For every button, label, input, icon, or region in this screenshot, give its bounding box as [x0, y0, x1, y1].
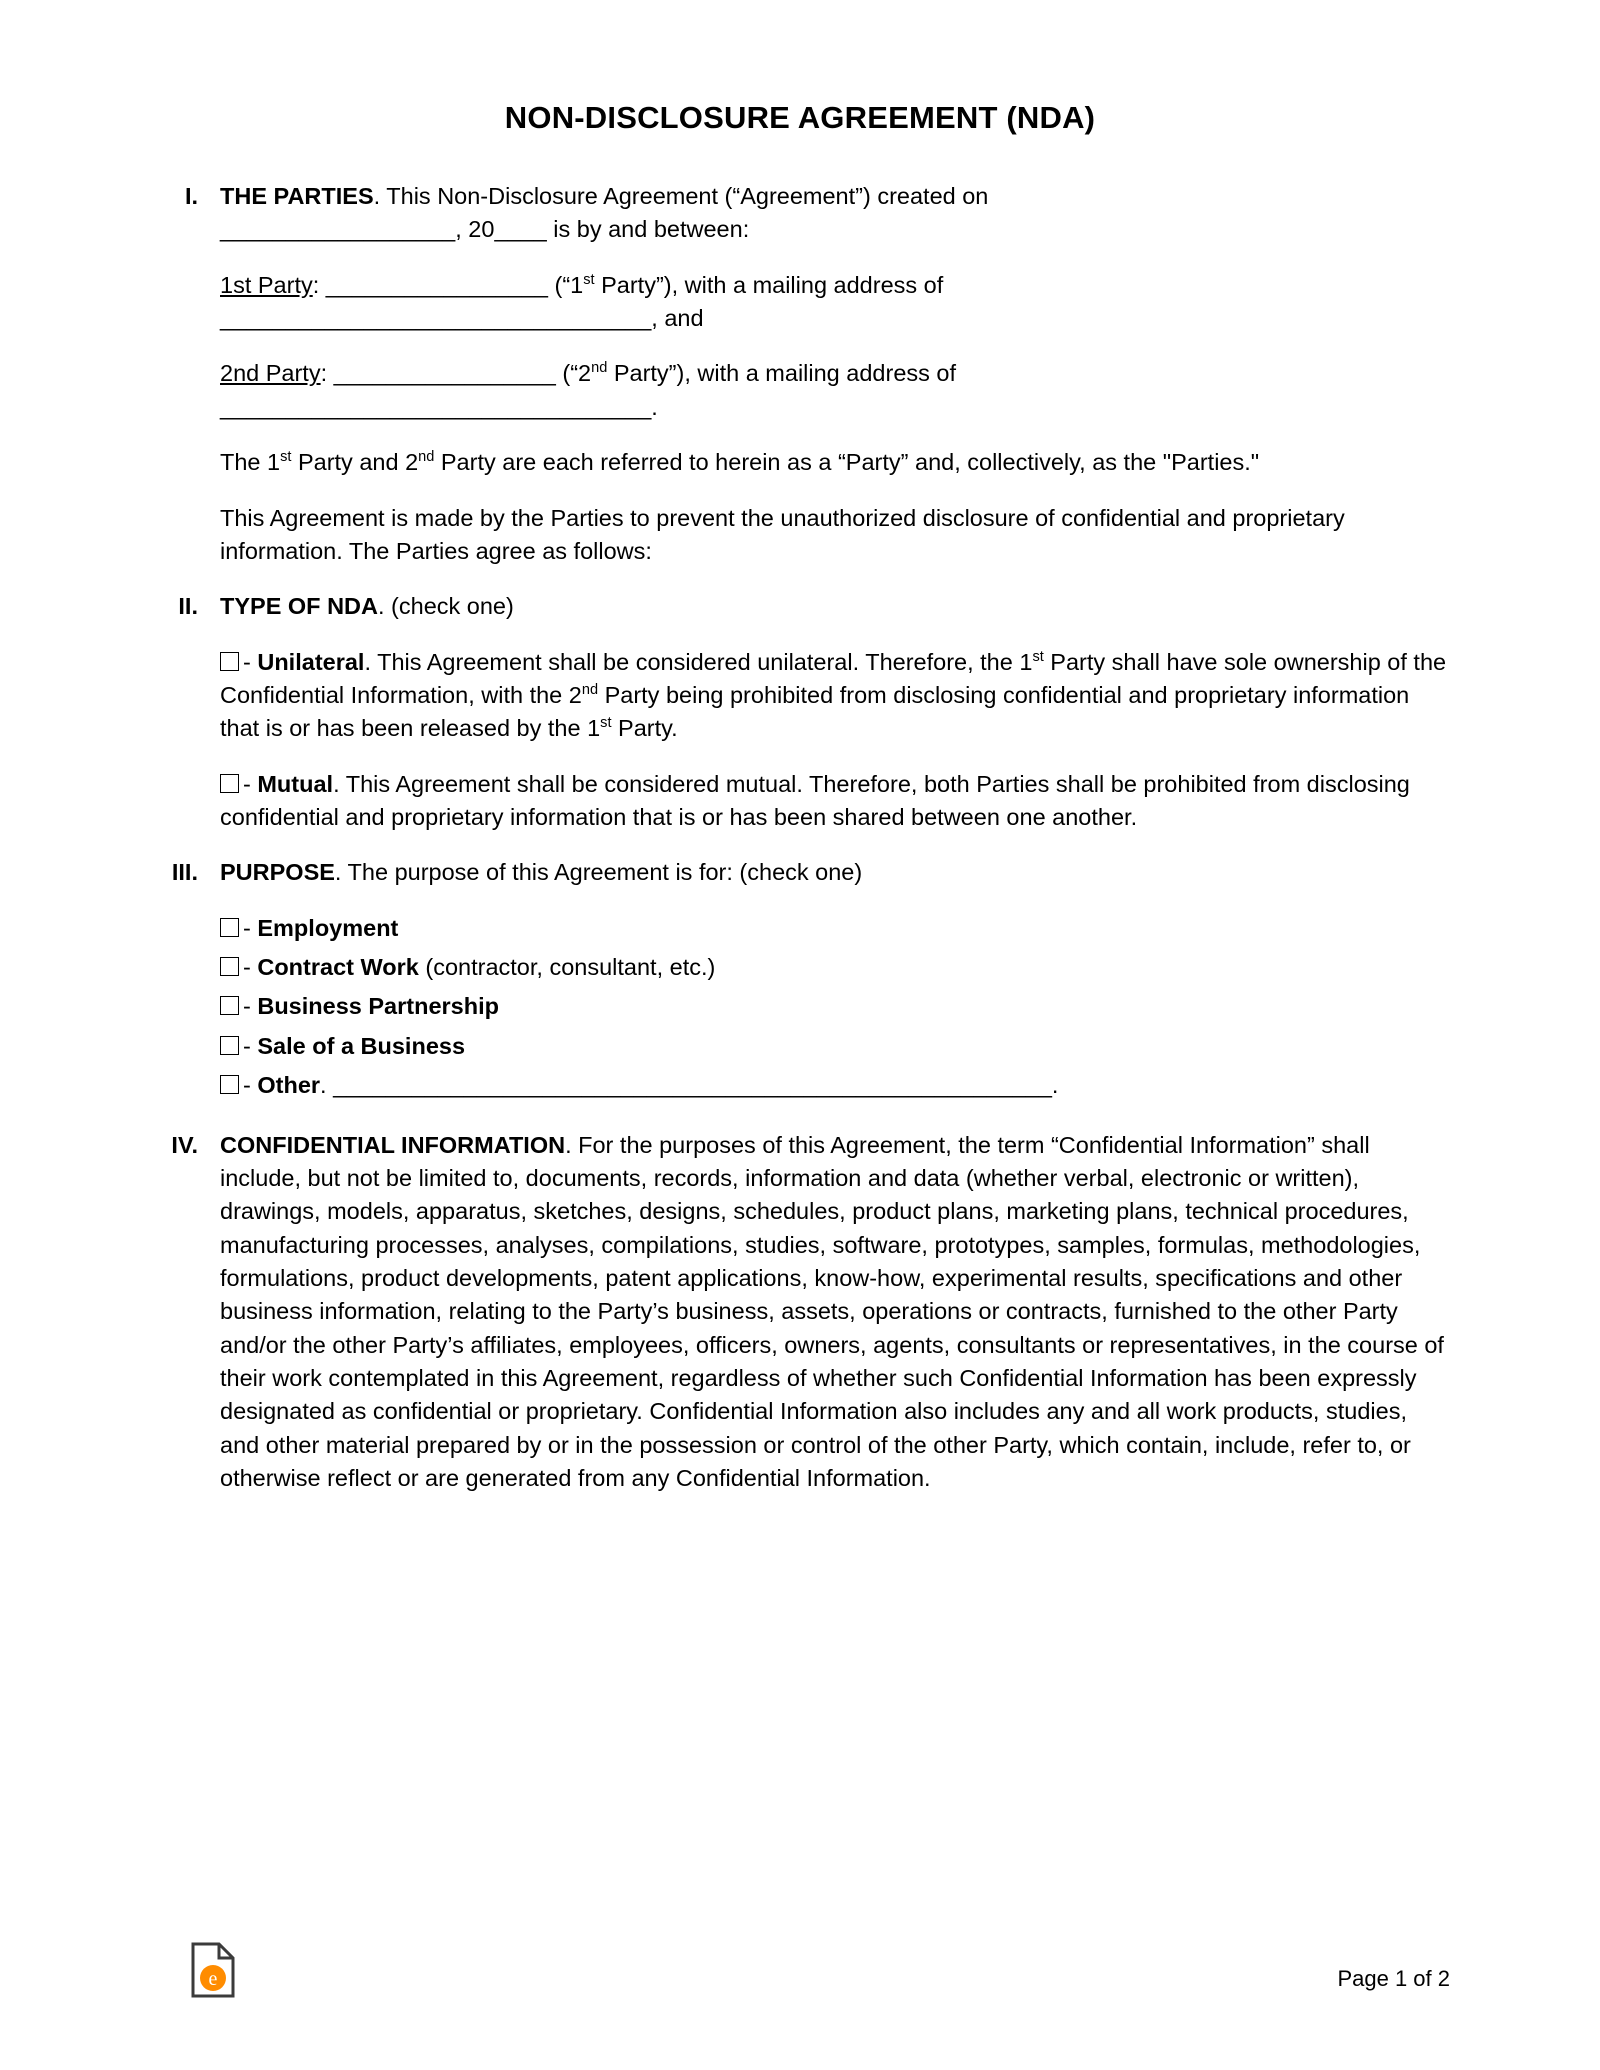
section-confidential-information	[150, 1129, 1450, 1518]
checkbox-contract-work-icon[interactable]	[220, 957, 239, 976]
parties-collective-block	[220, 446, 1450, 568]
confidential-information-text: . For the purposes of this Agreement, the term “Confidential Information” shall include, but not be limited to, documents, records, information and data (whether verbal, electronic or written), drawings, models, apparatus, sketches, designs, schedules, product plans, marketing plans, technical procedures, manufacturing processes, analyses, compilations, studies, software, prototypes, samples, formulas, methodologies, formulations, product developments, patent applications, know-how, experimental results, specifications and other business information, relating to the Party’s business, assets, operations or contracts, furnished to the other Party and/or the other Party’s affiliates, employees, officers, owners, agents, consultants or representatives, in the course of their work contemplated in this Agreement, regardless of whether such Confidential Information has been expressly designated as confidential or proprietary. Confidential Information also includes any and all work products, studies, and other material prepared by or in the possession or control of the other Party, which contain, include, refer to, or otherwise reflect or are generated from any Confidential Information.	[220, 1131, 1444, 1492]
collective-a: The 1	[220, 449, 281, 476]
section-number-1: I.	[184, 183, 198, 209]
parties-intro-a: . This Non-Disclosure Agreement (“Agreement”) created on	[373, 183, 989, 209]
option-other-label: Other	[257, 1072, 321, 1099]
option-unilateral-label: Unilateral	[257, 648, 365, 675]
option-unilateral-dash: -	[243, 648, 258, 675]
party-2-sup: nd	[591, 360, 608, 377]
option-mutual-text: . This Agreement shall be considered mutual. Therefore, both Parties shall be prohibited from disclosing confidential and proprietary information that is or has been shared between one another.	[220, 770, 1410, 831]
party-1-line-text: : _________________ (“1	[312, 271, 584, 298]
option-sale-of-business[interactable]	[220, 1030, 1450, 1063]
option-unilateral[interactable]	[220, 646, 1450, 746]
section-purpose	[150, 856, 1450, 1108]
party-2-address-blank: _________________________________.	[220, 393, 658, 420]
purpose-heading-line	[220, 856, 1450, 889]
option-business-partnership-dash: -	[243, 993, 258, 1020]
parties-intro	[220, 180, 1450, 247]
option-unilateral-sup-3: st	[600, 715, 612, 732]
svg-text:e: e	[208, 1968, 218, 1990]
option-contract-work-dash: -	[243, 954, 258, 981]
section-number-4: IV.	[171, 1131, 198, 1158]
parties-purpose-para: This Agreement is made by the Parties to prevent the unauthorized disclosure of confidential and proprietary information. The Parties agree as follows:	[220, 504, 1345, 564]
option-unilateral-sup-2: nd	[581, 682, 599, 699]
option-other[interactable]	[220, 1069, 1450, 1102]
document-content	[150, 100, 1450, 1518]
page-footer	[150, 1938, 1450, 1998]
option-contract-work[interactable]	[220, 951, 1450, 984]
option-other-rest[interactable]: . _______________________________________________________.	[320, 1072, 1059, 1099]
party-1-address-blank: _________________________________, and	[220, 305, 704, 332]
collective-d: "Parties."	[1162, 449, 1260, 476]
section-number-2: II.	[178, 593, 198, 620]
confidential-information-paragraph	[220, 1129, 1450, 1496]
parties-intro-b: __________________, 20____ is by and between:	[220, 216, 750, 243]
option-mutual-dash: -	[243, 770, 258, 797]
type-of-nda-heading-rest: . (check one)	[377, 593, 514, 620]
option-unilateral-d: Party.	[611, 715, 678, 742]
option-employment-dash: -	[243, 914, 258, 941]
option-unilateral-a: . This Agreement shall be considered unilateral. Therefore, the 1	[364, 648, 1033, 675]
option-unilateral-c: Party being prohibited from disclosing confidential and proprietary information that is or has been released by the 1	[220, 681, 1410, 742]
option-employment-label: Employment	[257, 914, 399, 941]
section-the-parties	[150, 180, 1450, 446]
section-number-3: III.	[171, 859, 198, 886]
checkbox-unilateral-icon[interactable]	[220, 652, 239, 671]
purpose-heading-rest: . The purpose of this Agreement is for: (check one)	[334, 859, 863, 886]
checkbox-other-icon[interactable]	[220, 1075, 239, 1094]
confidential-information-heading: CONFIDENTIAL INFORMATION	[220, 1131, 566, 1158]
collective-sup-1: st	[280, 449, 292, 466]
purpose-options-list	[220, 912, 1450, 1103]
purpose-heading: PURPOSE	[220, 859, 335, 886]
option-business-partnership-label: Business Partnership	[257, 993, 499, 1020]
option-mutual-label: Mutual	[257, 770, 334, 797]
party-2-line-text: : _________________ (“2	[320, 360, 592, 387]
spacer	[150, 1109, 1450, 1129]
section-body-4	[220, 1129, 1450, 1518]
option-unilateral-sup-1: st	[1032, 648, 1044, 665]
page-number: Page 1 of 2	[1337, 1966, 1450, 1991]
parties-heading: THE PARTIES	[220, 183, 374, 209]
checkbox-employment-icon[interactable]	[220, 918, 239, 937]
type-of-nda-heading-line	[220, 590, 1450, 623]
party-1-label: 1st Party	[220, 271, 313, 298]
section-type-of-nda	[150, 590, 1450, 856]
section-body-1	[220, 180, 1450, 446]
party-1-line	[220, 269, 1450, 336]
option-contract-work-rest: (contractor, consultant, etc.)	[418, 954, 716, 981]
collective-b: Party and 2	[291, 449, 419, 476]
party-2-line	[220, 357, 1450, 424]
type-of-nda-heading: TYPE OF NDA	[220, 593, 378, 620]
option-business-partnership[interactable]	[220, 990, 1450, 1023]
option-employment[interactable]	[220, 912, 1450, 945]
collective-sup-2: nd	[418, 449, 435, 466]
page-title: NON-DISCLOSURE AGREEMENT (NDA)	[504, 100, 1096, 135]
option-sale-of-business-dash: -	[243, 1032, 258, 1059]
option-other-dash: -	[243, 1072, 258, 1099]
option-mutual[interactable]	[220, 768, 1450, 835]
party-2-label: 2nd Party	[220, 360, 321, 387]
checkbox-mutual-icon[interactable]	[220, 774, 239, 793]
collective-c: Party are each referred to herein as a “Party” and, collectively, as the	[434, 449, 1157, 476]
option-sale-of-business-label: Sale of a Business	[257, 1032, 466, 1059]
party-2-rest: Party”), with a mailing address of	[607, 360, 957, 387]
parties-collective	[220, 446, 1450, 479]
checkbox-sale-of-business-icon[interactable]	[220, 1036, 239, 1055]
party-1-rest: Party”), with a mailing address of	[594, 271, 944, 298]
checkbox-business-partnership-icon[interactable]	[220, 996, 239, 1015]
option-unilateral-b: Party shall have sole ownership of the Confidential Information, with the 2	[220, 648, 1447, 708]
section-body-3	[220, 856, 1450, 1108]
section-body-2	[220, 590, 1450, 856]
party-1-sup: st	[583, 271, 595, 288]
eforms-logo-icon	[190, 1942, 236, 1998]
option-contract-work-label: Contract Work	[257, 954, 419, 981]
